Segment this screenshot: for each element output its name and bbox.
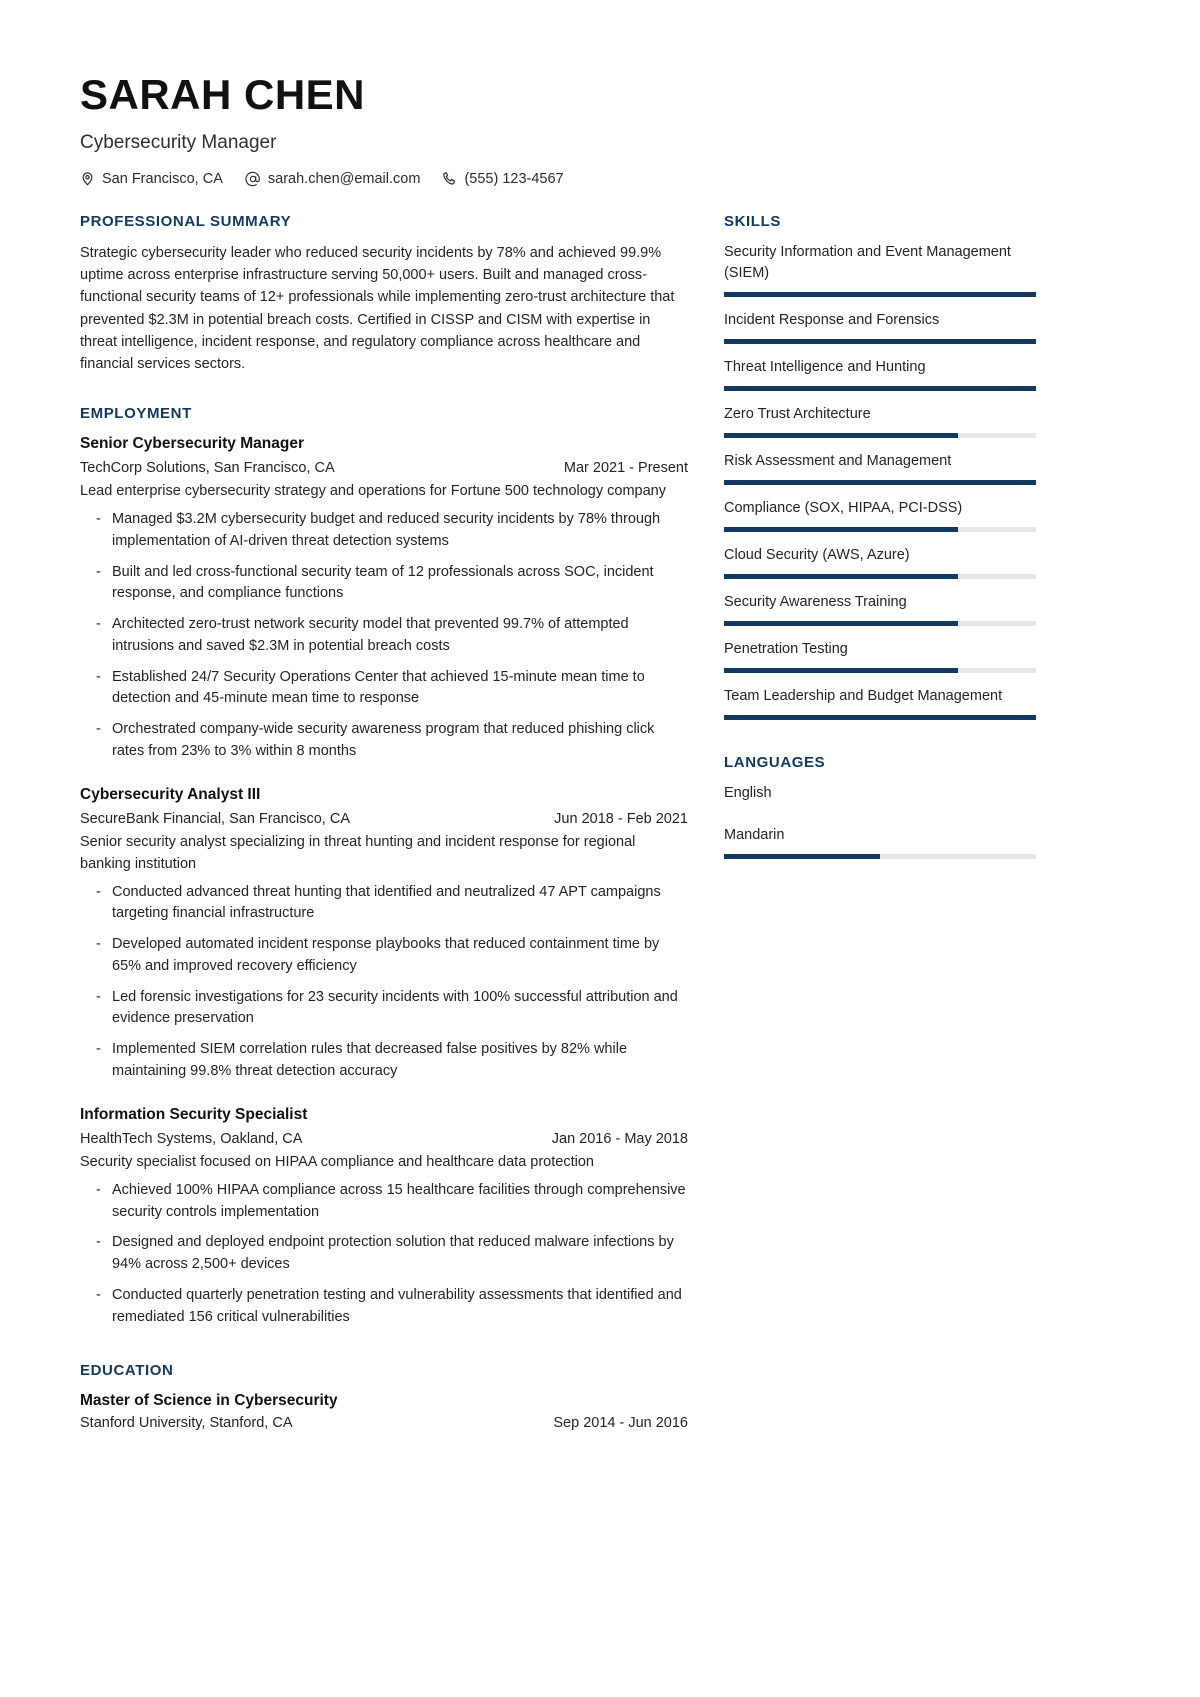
education-entry bbox=[80, 1391, 688, 1431]
contact-phone-text: (555) 123-4567 bbox=[464, 170, 564, 187]
phone-icon bbox=[442, 171, 457, 186]
language-label: Mandarin bbox=[724, 827, 785, 844]
skill-label: Compliance (SOX, HIPAA, PCI-DSS) bbox=[724, 500, 963, 517]
skill-bar-track bbox=[724, 480, 1036, 485]
skill-item bbox=[724, 242, 1036, 297]
job-dates: Mar 2021 - Present bbox=[563, 460, 688, 477]
job-bullet: - Managed $3.2M cybersecurity budget and reduced security incidents by 78% through implementation of AI-driven threat detection systems bbox=[80, 509, 688, 553]
employment-entry bbox=[80, 1105, 688, 1329]
skill-label: Zero Trust Architecture bbox=[724, 406, 871, 423]
job-dates: Jun 2018 - Feb 2021 bbox=[554, 810, 688, 827]
job-bullet: - Developed automated incident response playbooks that reduced containment time by 65% and improved recovery efficiency bbox=[80, 934, 688, 978]
job-description: Senior security analyst specializing in threat hunting and incident response for regional banking institution bbox=[80, 834, 636, 872]
job-meta bbox=[80, 458, 688, 478]
job-bullet: - Led forensic investigations for 23 security incidents with 100% successful attribution and evidence preservation bbox=[80, 987, 688, 1031]
skill-item bbox=[724, 404, 1036, 438]
job-bullets bbox=[80, 509, 688, 763]
skill-item bbox=[724, 310, 1036, 344]
job-bullet: - Achieved 100% HIPAA compliance across 15 healthcare facilities through comprehensive security controls implementation bbox=[80, 1180, 688, 1224]
candidate-job-title: Cybersecurity Manager bbox=[80, 132, 277, 154]
skill-bar-track bbox=[724, 433, 1036, 438]
map-pin-icon bbox=[80, 171, 95, 186]
candidate-name: SARAH CHEN bbox=[80, 71, 366, 118]
skill-bar-fill bbox=[724, 480, 1036, 485]
skill-bar-fill bbox=[724, 715, 1036, 720]
language-label: English bbox=[724, 785, 772, 802]
skill-bar-fill bbox=[724, 527, 958, 532]
job-bullet: - Established 24/7 Security Operations Center that achieved 15-minute mean time to detection and 45-minute mean time to response bbox=[80, 667, 688, 711]
language-spacer bbox=[724, 812, 1036, 825]
section-education bbox=[80, 1362, 688, 1431]
languages-heading: LANGUAGES bbox=[724, 754, 826, 772]
skill-bar-track bbox=[724, 339, 1036, 344]
education-degree: Master of Science in Cybersecurity bbox=[80, 1392, 338, 1410]
job-meta bbox=[80, 1129, 688, 1149]
skill-label: Security Information and Event Management (SIEM) bbox=[724, 243, 1011, 281]
contact-location-text: San Francisco, CA bbox=[102, 170, 223, 187]
job-meta bbox=[80, 809, 688, 829]
skill-label: Incident Response and Forensics bbox=[724, 312, 940, 329]
job-role: Senior Cybersecurity Manager bbox=[80, 435, 304, 453]
skill-item bbox=[724, 639, 1036, 673]
employment-entry bbox=[80, 434, 688, 763]
skill-bar-track bbox=[724, 668, 1036, 673]
contact-location bbox=[80, 171, 223, 187]
skill-bar-fill bbox=[724, 339, 1036, 344]
employment-heading: EMPLOYMENT bbox=[80, 405, 192, 423]
summary-text: Strategic cybersecurity leader who reduced security incidents by 78% and achieved 99.9% uptime across enterprise infrastructure serving 50,000+ users. Built and managed cross-functional security teams of 12+ professionals while implementing zero-trust architecture that prevented $2.3M in potential breach costs. Certified in CISSP and CISM with expertise in threat intelligence, incident response, and regulatory compliance across healthcare and financial services sectors. bbox=[80, 244, 675, 372]
education-dates: Sep 2014 - Jun 2016 bbox=[553, 1415, 688, 1432]
skill-item bbox=[724, 451, 1036, 485]
job-bullet: - Built and led cross-functional security team of 12 professionals across SOC, incident response, and compliance functions bbox=[80, 562, 688, 606]
language-bar-fill bbox=[724, 854, 880, 859]
skill-bar-fill bbox=[724, 292, 1036, 297]
job-bullet: - Designed and deployed endpoint protection solution that reduced malware infections by 94% across 2,500+ devices bbox=[80, 1232, 688, 1276]
language-item bbox=[724, 783, 1036, 825]
job-description: Lead enterprise cybersecurity strategy and operations for Fortune 500 technology company bbox=[80, 483, 666, 500]
job-bullet: - Implemented SIEM correlation rules that decreased false positives by 82% while maintaining 99.8% threat detection accuracy bbox=[80, 1039, 688, 1083]
job-role: Information Security Specialist bbox=[80, 1105, 308, 1123]
job-role: Cybersecurity Analyst III bbox=[80, 785, 261, 803]
skill-bar-track bbox=[724, 621, 1036, 626]
skill-item bbox=[724, 592, 1036, 626]
skill-item bbox=[724, 686, 1036, 720]
contact-email-text: sarah.chen@email.com bbox=[267, 170, 421, 187]
skill-label: Threat Intelligence and Hunting bbox=[724, 359, 926, 376]
skill-bar-track bbox=[724, 574, 1036, 579]
job-bullet: - Orchestrated company-wide security awareness program that reduced phishing click rates from 23% to 3% within 8 months bbox=[80, 719, 688, 763]
job-bullets bbox=[80, 1180, 688, 1329]
section-languages bbox=[724, 754, 1036, 859]
job-dates: Jan 2016 - May 2018 bbox=[551, 1130, 688, 1147]
education-school: Stanford University, Stanford, CA bbox=[80, 1415, 293, 1432]
job-bullets bbox=[80, 882, 688, 1083]
resume-body bbox=[80, 213, 1120, 1461]
skill-item bbox=[724, 545, 1036, 579]
skill-bar-track bbox=[724, 715, 1036, 720]
skills-heading: SKILLS bbox=[724, 212, 781, 230]
language-bar-track bbox=[724, 854, 1036, 859]
contact-email[interactable] bbox=[245, 171, 421, 187]
section-employment bbox=[80, 405, 688, 1328]
main-column bbox=[80, 213, 688, 1461]
skill-label: Penetration Testing bbox=[724, 641, 848, 658]
at-email-icon bbox=[245, 171, 261, 187]
job-company: HealthTech Systems, Oakland, CA bbox=[80, 1130, 303, 1147]
section-professional-summary bbox=[80, 213, 688, 375]
skill-item bbox=[724, 357, 1036, 391]
education-meta bbox=[80, 1415, 688, 1431]
contact-phone[interactable] bbox=[442, 171, 563, 187]
job-bullet: - Conducted advanced threat hunting that identified and neutralized 47 APT campaigns targeting financial infrastructure bbox=[80, 882, 688, 926]
skill-bar-track bbox=[724, 386, 1036, 391]
skill-bar-fill bbox=[724, 621, 958, 626]
skill-bar-fill bbox=[724, 668, 958, 673]
skill-bar-fill bbox=[724, 386, 1036, 391]
skill-bar-track bbox=[724, 527, 1036, 532]
job-company: SecureBank Financial, San Francisco, CA bbox=[80, 810, 350, 827]
skill-item bbox=[724, 498, 1036, 532]
side-column bbox=[724, 213, 1036, 889]
job-bullet: - Architected zero-trust network security model that prevented 99.7% of attempted intrusions and saved $2.3M in potential breach costs bbox=[80, 614, 688, 658]
contact-row bbox=[80, 171, 1120, 187]
employment-entry bbox=[80, 785, 688, 1083]
education-heading: EDUCATION bbox=[80, 1362, 174, 1380]
summary-heading: PROFESSIONAL SUMMARY bbox=[80, 212, 292, 230]
language-item bbox=[724, 825, 1036, 859]
skill-label: Team Leadership and Budget Management bbox=[724, 688, 1003, 705]
section-skills bbox=[724, 213, 1036, 720]
resume-header bbox=[80, 72, 1120, 187]
skill-bar-track bbox=[724, 292, 1036, 297]
job-company: TechCorp Solutions, San Francisco, CA bbox=[80, 460, 335, 477]
job-bullet: - Conducted quarterly penetration testing and vulnerability assessments that identified and remediated 156 critical vulnerabilities bbox=[80, 1285, 688, 1329]
job-description: Security specialist focused on HIPAA compliance and healthcare data protection bbox=[80, 1154, 594, 1171]
skill-bar-fill bbox=[724, 574, 958, 579]
skill-label: Cloud Security (AWS, Azure) bbox=[724, 547, 910, 564]
skill-bar-fill bbox=[724, 433, 958, 438]
skill-label: Security Awareness Training bbox=[724, 594, 907, 611]
skill-label: Risk Assessment and Management bbox=[724, 453, 952, 470]
